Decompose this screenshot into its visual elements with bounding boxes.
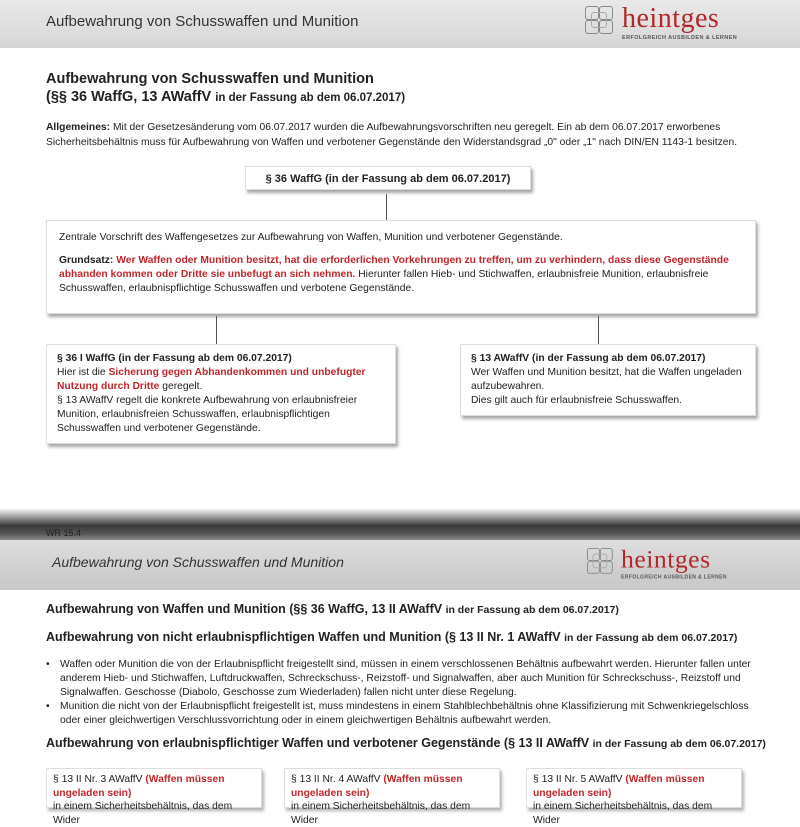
mini-box-ref: § 13 II Nr. 5 AWaffV <box>533 774 623 785</box>
mini-box-ref: § 13 II Nr. 4 AWaffV <box>291 774 381 785</box>
mini-box-text: in einem Sicherheitsbehältnis, das dem Wider <box>53 801 233 826</box>
document-title <box>46 70 405 107</box>
list-item: • Waffen oder Munition die von der Erlaubnispflicht freigestellt sind, müssen in einem verschlossenen Behältnis aufbewahrt werden. Hierunter fallen unter anderem Hieb- und Stichwaffen, Luftdruckwaffen, Schreckschuss-, Reizstoff- und Signalwaffen, aber auch Munition für Schreckschuss-, Reizstoff und Signalwaffen. Geschosse (Diabolo, Geschosse zum Wiederladen) fallen nicht unter diese Regelung. <box>46 658 766 700</box>
left-box-text <box>57 366 385 394</box>
section-title-3 <box>46 736 766 750</box>
top-section-title: § 36 WaffG (in der Fassung ab dem 06.07.2017) <box>265 173 511 185</box>
heintges-logo <box>585 3 738 41</box>
list-item: • Munition die nicht von der Erlaubnispflicht freigestellt ist, muss mindestens in einem Stahlblechbehältnis ohne Klassifizierung mit Schwenkriegelschloss oder einer gleichwertigen Verschlussvorrichtung oder in einem gleichwertigen Behältnis aufbewahrt werden. <box>46 700 766 728</box>
document-title-line2 <box>46 88 405 107</box>
logo-name: heintges <box>622 3 720 34</box>
section-title-1 <box>46 602 619 616</box>
grundsatz-paragraph <box>59 254 743 296</box>
connector-line-right <box>598 316 599 344</box>
page-1-header <box>0 0 800 48</box>
scan-shadow <box>0 508 800 540</box>
left-box-title: § 36 I WaffG (in der Fassung ab dem 06.07.2017) <box>57 353 292 364</box>
section-title-3-main: Aufbewahrung von erlaubnispflichtiger Waffen und verbotener Gegenstände (§ 13 II AWaffV <box>46 736 590 750</box>
left-box-text3: § 13 AWaffV regelt die konkrete Aufbewahrung von erlaubnisfreier Munition, erlaubnisfreien Schusswaffen, erlaubnispflichtigen Schusswaffen und verbotener Gegenstände. <box>57 395 358 434</box>
mini-box-red: (Waffen müssen ungeladen sein) <box>291 774 463 799</box>
mini-box-red: (Waffen müssen ungeladen sein) <box>53 774 225 799</box>
grundsatz-red-text: Wer Waffen oder Munition besitzt, hat die erforderlichen Vorkehrungen zu treffen, um zu verhindern, dass diese Gegenstände abhanden kommen oder Dritte sie unbefugt an sich nehmen. <box>59 255 729 280</box>
header-title: Aufbewahrung von Schusswaffen und Munition <box>52 554 344 570</box>
left-box-text2: geregelt. <box>162 381 203 392</box>
heintges-logo <box>587 545 727 581</box>
mini-box-ref: § 13 II Nr. 3 AWaffV <box>53 774 143 785</box>
section-title-2-small: in der Fassung ab dem 06.07.2017) <box>564 632 738 644</box>
document-title-line2-small: in der Fassung ab dem 06.07.2017) <box>215 92 406 104</box>
connector-line <box>386 194 387 220</box>
grundsatz-label: Grundsatz: <box>59 255 114 266</box>
logo-tagline: ERFOLGREICH AUSBILDEN & LERNEN <box>622 35 738 41</box>
document-title-line2-main: (§§ 36 WaffG, 13 AWaffV <box>46 89 212 105</box>
intro-text: Mit der Gesetzesänderung vom 06.07.2017 wurden die Aufbewahrungsvorschriften neu geregelt. Ein ab dem 06.07.2017 erworbenes Sicherheitsbehältnis muss für Aufbewahrung von Waffen und verbotener Gegenstände den Widerstandsgrad „0" oder „1" nach DIN/EN 1143-1 besitzen. <box>46 122 738 148</box>
top-section-box <box>245 166 531 190</box>
mini-box-red: (Waffen müssen ungeladen sein) <box>533 774 705 799</box>
connector-line-left <box>216 316 217 344</box>
section-title-2 <box>46 630 737 644</box>
left-box-text1: Hier ist die <box>57 367 106 378</box>
grundsatz-rest-text: Hierunter fallen Hieb- und Stichwaffen, erlaubnisfreie Munition, erlaubnisfreie Schusswaffen, erlaubnispflichtige Schusswaffen und verbotene Gegenstände. <box>59 269 709 294</box>
header-title: Aufbewahrung von Schusswaffen und Munition <box>46 13 359 30</box>
left-box <box>46 344 396 444</box>
left-box-red-text: Sicherung gegen Abhandenkommen und unbefugter Nutzung durch Dritte <box>57 367 366 392</box>
logo-name: heintges <box>621 545 711 574</box>
bullet-list <box>46 658 766 728</box>
mini-box-nr5 <box>526 768 742 826</box>
mini-box-text: in einem Sicherheitsbehältnis, das dem Wider <box>291 801 471 826</box>
logo-tagline: ERFOLGREICH AUSBILDEN & LERNEN <box>621 574 727 581</box>
central-box <box>46 220 756 314</box>
central-text: Zentrale Vorschrift des Waffengesetzes zur Aufbewahrung von Waffen, Munition und verbotener Gegenstände. <box>59 232 563 243</box>
section-title-1-small: in der Fassung ab dem 06.07.2017) <box>445 604 619 616</box>
right-box-text1: Wer Waffen und Munition besitzt, hat die Waffen ungeladen aufzubewahren. <box>471 367 742 392</box>
page-2-header <box>0 540 800 590</box>
logo-mark-icon <box>585 6 615 36</box>
intro-label: Allgemeines: <box>46 122 111 133</box>
document-title-line1: Aufbewahrung von Schusswaffen und Munition <box>46 71 374 87</box>
mini-box-nr3 <box>46 768 262 826</box>
intro-paragraph <box>46 120 766 150</box>
section-title-1-main: Aufbewahrung von Waffen und Munition (§§ 36 WaffG, 13 II AWaffV <box>46 602 443 616</box>
logo-mark-icon <box>587 548 615 576</box>
section-title-2-main: Aufbewahrung von nicht erlaubnispflichtigen Waffen und Munition (§ 13 II Nr. 1 AWaffV <box>46 630 561 644</box>
mini-box-text: in einem Sicherheitsbehältnis, das dem Wider <box>533 801 713 826</box>
right-box <box>460 344 756 416</box>
right-box-text2: Dies gilt auch für erlaubnisfreie Schusswaffen. <box>471 395 683 406</box>
wr-label: WR 15.4 <box>46 528 82 538</box>
section-title-3-small: in der Fassung ab dem 06.07.2017) <box>592 738 766 750</box>
mini-box-nr4 <box>284 768 500 826</box>
right-box-title: § 13 AWaffV (in der Fassung ab dem 06.07.2017) <box>471 353 706 364</box>
